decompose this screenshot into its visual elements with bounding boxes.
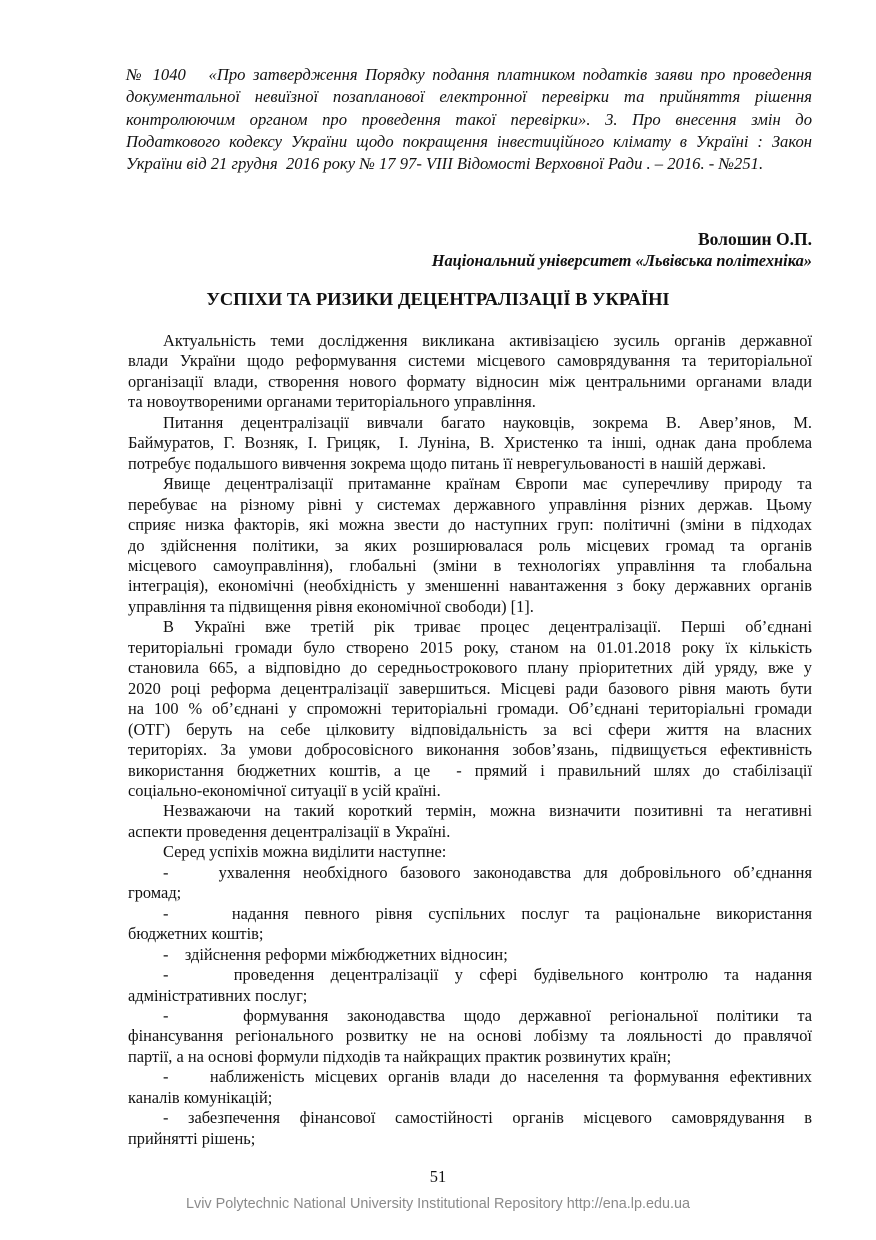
text-line: місцевого самоуправління), глобальні (зміни в технологіях управління та глобальна <box>128 555 812 575</box>
reference-line: Податкового кодексу України щодо покращення інвестиційного клімату в Україні : Закон <box>126 131 812 151</box>
paragraph <box>128 474 812 617</box>
text-line: бюджетних коштів; <box>128 924 264 944</box>
text-line: - здійснення реформи міжбюджетних відносин; <box>163 944 508 964</box>
text-line: територіальні громади було створено 2015 року, станом на 01.01.2018 року їх кількість <box>128 637 812 657</box>
reference-line: документальної невиїзної позапланової електронної перевірки та прийняття рішення <box>126 87 812 107</box>
paragraph <box>128 842 812 862</box>
text-line: на 100 % об’єднані у спроможні територіальні громади. Об’єднані територіальні громади <box>128 699 812 719</box>
list-item <box>128 965 812 1006</box>
text-line: - наближеність місцевих органів влади до населення та формування ефективних <box>163 1067 812 1087</box>
list-item <box>128 1006 812 1067</box>
text-line: влади України щодо реформування системи місцевого самоврядування та територіальної <box>128 351 812 371</box>
list-item <box>128 1108 812 1149</box>
text-line: - ухвалення необхідного базового законодавства для добровільного об’єднання <box>163 862 812 882</box>
paragraph <box>128 617 812 801</box>
text-line: - надання певного рівня суспільних послуг та раціональне використання <box>163 903 812 923</box>
list-item <box>128 904 812 945</box>
text-line: управління та підвищення рівня економічної свободи) [1]. <box>128 596 534 616</box>
paragraph <box>128 413 812 474</box>
author-affiliation: Національний університет «Львівська політехніка» <box>431 251 812 270</box>
text-line: Баймуратов, Г. Возняк, І. Грицяк, І. Луніна, В. Христенко та інші, однак дана проблема <box>128 433 812 453</box>
text-line: прийнятті рішень; <box>128 1128 256 1148</box>
text-line: соціально-економічної ситуації в усій країні. <box>128 780 441 800</box>
text-line: Явище децентралізації притаманне країнам Європи має суперечливу природу та <box>163 474 812 494</box>
list-item <box>128 1067 812 1108</box>
reference-line: України від 21 грудня 2016 року № 17 97- VIII Відомості Верховної Ради . – 2016. - №251. <box>126 154 764 174</box>
text-line: до здійснення політики, за яких розширювалася роль місцевих громад та органів <box>128 535 812 555</box>
text-line: становила 665, а відповідно до середньострокового плану пріоритетних дій уряду, вже у <box>128 658 812 678</box>
text-line: 2020 році реформа децентралізації завершиться. Місцеві ради базового рівня мають бути <box>128 678 812 698</box>
text-line: партії, а на основі формули підходів та найкращих практик розвинутих країн; <box>128 1046 672 1066</box>
text-line: організації влади, створення нового формату відносин між центральними органами влади <box>128 371 812 391</box>
text-line: В Україні вже третій рік триває процес децентралізації. Перші об’єднані <box>163 617 812 637</box>
paragraph <box>128 331 812 413</box>
text-line: використання бюджетних коштів, а це - прямий і правильний шлях до стабілізації <box>128 760 812 780</box>
reference-line: № 1040 «Про затвердження Порядку подання платником податків заяви про проведення <box>126 65 812 84</box>
text-line: каналів комунікацій; <box>128 1087 273 1107</box>
text-line: Серед успіхів можна виділити наступне: <box>163 842 447 862</box>
text-line: потребує подальшого вивчення зокрема щодо питань її неврегульованості в нашій державі. <box>128 453 766 473</box>
text-line: перебуває на різному рівні у системах державного управління різних держав. Цьому <box>128 494 812 514</box>
text-line: громад; <box>128 883 182 903</box>
page-number: 51 <box>429 1167 447 1186</box>
text-line: Актуальність теми дослідження викликана активізацією зусиль органів державної <box>163 331 812 350</box>
repository-footer: Lviv Polytechnic National University Institutional Repository http://ena.lp.edu.ua <box>186 1196 690 1212</box>
text-line: фінансування регіонального розвитку не на основі лобізму та лояльності до правлячої <box>128 1026 812 1046</box>
reference-continuation <box>126 64 812 175</box>
text-line: - формування законодавства щодо державної регіональної політики та <box>163 1005 812 1025</box>
article-title: УСПІХИ ТА РИЗИКИ ДЕЦЕНТРАЛІЗАЦІЇ В УКРАЇНІ <box>206 289 670 309</box>
text-line: сприяє низка факторів, які можна звести до наступних груп: політичні (зміни в підходах <box>128 515 812 535</box>
paragraph <box>128 801 812 842</box>
list-item <box>128 945 812 965</box>
article-body <box>128 331 812 1149</box>
text-line: та новоутвореними органами територіального управління. <box>128 392 536 412</box>
text-line: аспекти проведення децентралізації в Україні. <box>128 821 451 841</box>
text-line: - проведення децентралізації у сфері будівельного контролю та надання <box>163 965 812 985</box>
text-line: - забезпечення фінансової самостійності органів місцевого самоврядування в <box>163 1108 812 1128</box>
list-item <box>128 863 812 904</box>
text-line: Питання децентралізації вивчали багато науковців, зокрема В. Авер’янов, М. <box>163 412 812 432</box>
text-line: територіях. За умови добросовісного виконання зобов’язань, підвищується ефективність <box>128 740 812 760</box>
text-line: Незважаючи на такий короткий термін, можна визначити позитивні та негативні <box>163 801 812 821</box>
text-line: інтеграція), економічні (необхідність у зменшенні навантаження з боку державних органів <box>128 576 812 596</box>
reference-line: контролюючим органом про проведення такої перевірки». 3. Про внесення змін до <box>126 109 812 129</box>
text-line: (ОТГ) беруть на себе цілковиту відповідальність за всі сфери життя на власних <box>128 719 812 739</box>
author-name: Волошин О.П. <box>697 229 812 249</box>
text-line: адміністративних послуг; <box>128 985 308 1005</box>
